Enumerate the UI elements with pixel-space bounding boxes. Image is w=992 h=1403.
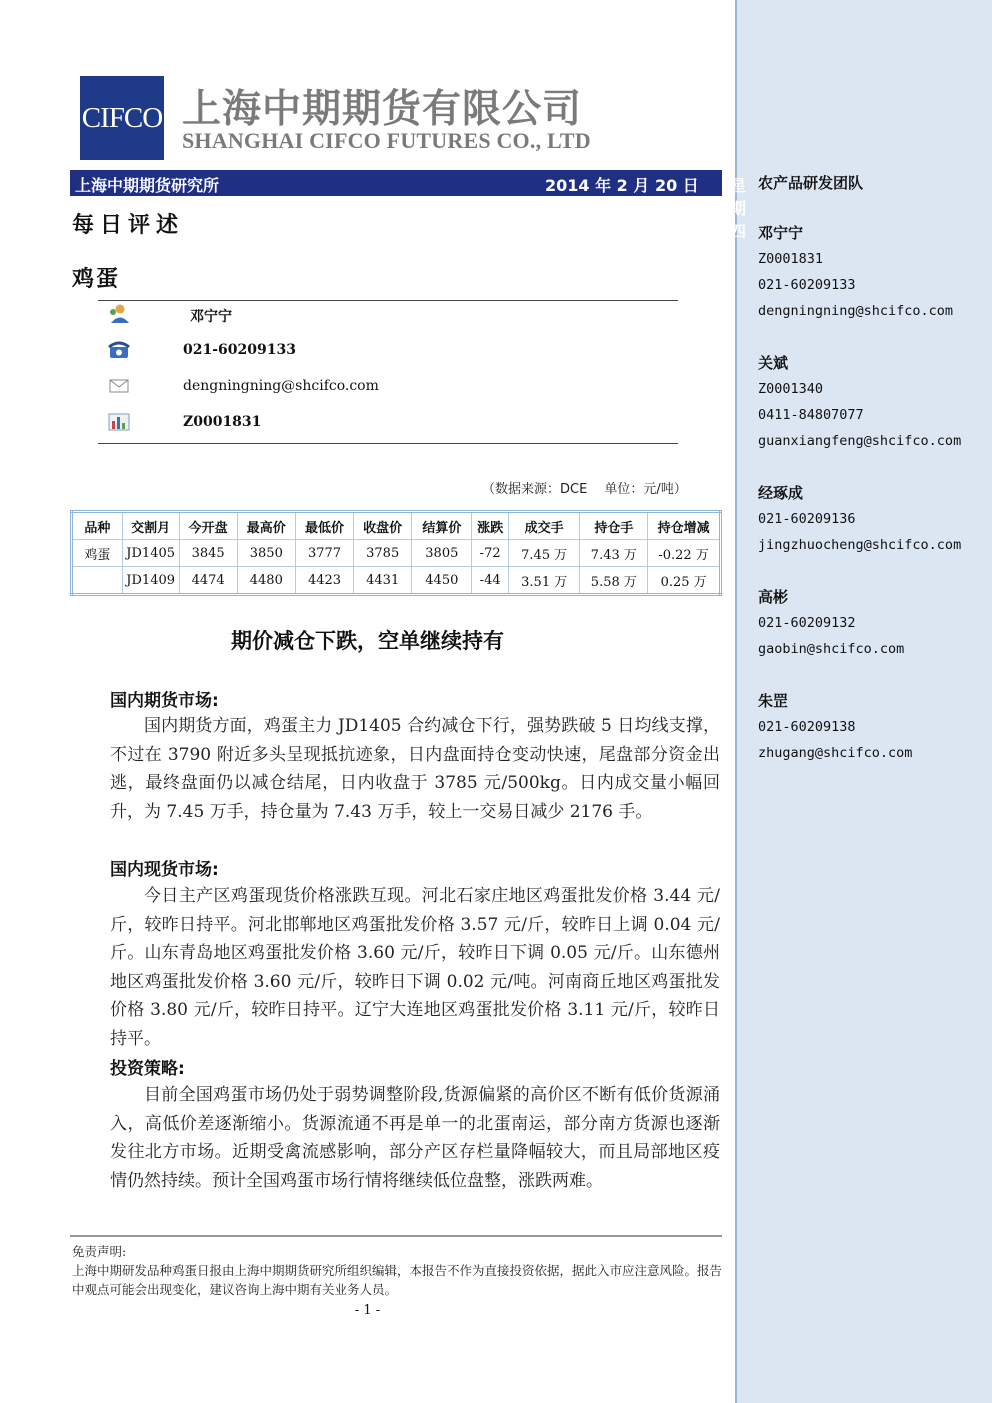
member-phone: 021-60209138 [758,719,856,735]
table-cell [72,567,123,595]
table-cell: 7.45 万 [508,540,580,567]
member-email: zhugang@shcifco.com [758,745,913,761]
table-cell: 5.58 万 [580,567,648,595]
table-cell: 3777 [295,540,353,567]
table-header: 结算价 [412,512,472,540]
member-name: 朱罡 [758,692,789,710]
table-header-row [72,512,721,540]
product-title: 鸡蛋 [72,267,121,292]
member-license: Z0001831 [758,251,824,267]
strategy-heading: 投资策略: [110,1059,185,1079]
member-license: Z0001340 [758,381,824,397]
table-header: 品种 [72,512,123,540]
member-phone: 0411-84807077 [758,407,864,423]
table-cell: 3850 [237,540,295,567]
table-cell: 3785 [354,540,412,567]
member-email: gaobin@shcifco.com [758,641,905,657]
member-email: guanxiangfeng@shcifco.com [758,433,962,449]
contact-top-rule [98,300,678,301]
member-email: jingzhuocheng@shcifco.com [758,537,962,553]
table-header: 持仓手 [580,512,648,540]
table-header: 持仓增减 [648,512,721,540]
table-cell: -44 [472,567,509,595]
disclaimer-title: 免责声明: [72,1244,127,1259]
member-name: 经琢成 [758,484,804,502]
person-icon [108,304,130,324]
table-cell: 4431 [354,567,412,595]
table-row [72,567,721,595]
table-cell: 7.43 万 [580,540,648,567]
team-member [758,350,983,454]
table-row [72,540,721,567]
bar-chart-icon [108,412,130,432]
disclaimer [72,1242,722,1299]
member-phone: 021-60209133 [758,277,856,293]
table-cell: -72 [472,540,509,567]
table-header: 成交手 [508,512,580,540]
member-name: 关斌 [758,354,789,372]
member-phone: 021-60209132 [758,615,856,631]
contact-license: Z0001831 [183,414,262,430]
table-cell: 4474 [179,567,237,595]
disclaimer-text: 上海中期研发品种鸡蛋日报由上海中期期货研究所组织编辑，本报告不作为直接投资依据，据此入市应注意风险。报告中观点可能会出现变化，建议咨询上海中期有关业务人员。 [72,1263,723,1297]
table-cell: 鸡蛋 [72,540,123,567]
strategy-paragraph: 目前全国鸡蛋市场仍处于弱势调整阶段,货源偏紧的高价区不断有低价货源涌入，高低价差逐渐缩小。货源流通不再是单一的北蛋南运，部分南方货源也逐渐发往北方市场。近期受禽流感影响，部分产区存栏量降幅较大，而且局部地区疫情仍然持续。预计全国鸡蛋市场行情将继续低位盘整，涨跌两难。 [110,1085,720,1191]
team-member [758,688,983,766]
section-title: 每日评述 [72,213,185,238]
telephone-icon [108,340,130,360]
article-headline: 期价减仓下跌，空单继续持有 [231,629,504,653]
team-member [758,480,983,558]
table-cell: 4480 [237,567,295,595]
table-header: 最低价 [295,512,353,540]
contact-email: dengningning@shcifco.com [183,378,379,394]
table-cell: 4423 [295,567,353,595]
contact-name: 邓宁宁 [190,309,232,325]
team-member [758,220,983,324]
table-cell: JD1409 [122,567,179,595]
institute-name: 上海中期期货研究所 [75,176,220,195]
table-header: 涨跌 [472,512,509,540]
member-phone: 021-60209136 [758,511,856,527]
report-weekday: 星期四 [730,176,747,241]
futures-market-paragraph: 国内期货方面，鸡蛋主力 JD1405 合约减仓下行，强势跌破 5 日均线支撑，不过在 3790 附近多头呈现抵抗迹象，日内盘面持仓变动快速，尾盘部分资金出逃，最终盘面仍以减仓结尾，日内收盘于 3785 元/500kg。日内成交量小幅回升，为 7.45 万手，持仓量为 7.43 万手，较上一交易日减少 2176 手。 [110,716,720,822]
table-cell: 3805 [412,540,472,567]
table-header: 交割月 [122,512,179,540]
table-cell: 0.25 万 [648,567,721,595]
member-name: 高彬 [758,588,789,606]
quotes-table [70,510,722,596]
team-title: 农产品研发团队 [758,174,864,192]
spot-market-heading: 国内现货市场: [110,860,219,880]
table-header: 收盘价 [354,512,412,540]
contact-phone: 021-60209133 [183,342,296,358]
team-member [758,584,983,662]
table-cell: -0.22 万 [648,540,721,567]
spot-market-paragraph: 今日主产区鸡蛋现货价格涨跌互现。河北石家庄地区鸡蛋批发价格 3.44 元/斤，较昨日持平。河北邯郸地区鸡蛋批发价格 3.57 元/斤，较昨日上调 0.04 元/斤。山东青岛地区鸡蛋批发价格 3.60 元/斤，较昨日下调 0.05 元/斤。山东德州地区鸡蛋批发价格 3.60 元/斤，较昨日下调 0.02 元/吨。河南商丘地区鸡蛋批发价格 3.80 元/斤，较昨日持平。辽宁大连地区鸡蛋批发价格 3.11 元/斤，较昨日持平。 [110,886,720,1049]
table-header: 今开盘 [179,512,237,540]
cifco-logo [80,76,164,160]
member-name: 邓宁宁 [758,224,804,242]
table-cell: 3845 [179,540,237,567]
company-name-en: SHANGHAI CIFCO FUTURES CO., LTD [182,128,591,153]
contact-bottom-rule [98,443,678,444]
page-number: - 1 - [354,1303,381,1318]
company-name-cn: 上海中期期货有限公司 [182,87,583,132]
table-cell: JD1405 [122,540,179,567]
footer-rule [70,1235,722,1237]
futures-market-heading: 国内期货市场: [110,691,219,711]
table-cell: 3.51 万 [508,567,580,595]
data-source-note: （数据来源：DCE 单位：元/吨） [482,482,687,497]
table-header: 最高价 [237,512,295,540]
member-email: dengningning@shcifco.com [758,303,954,319]
table-cell: 4450 [412,567,472,595]
report-date: 2014 年 2 月 20 日 [545,176,699,195]
logo-text: CIFCO [81,101,163,134]
envelope-icon [108,376,130,396]
